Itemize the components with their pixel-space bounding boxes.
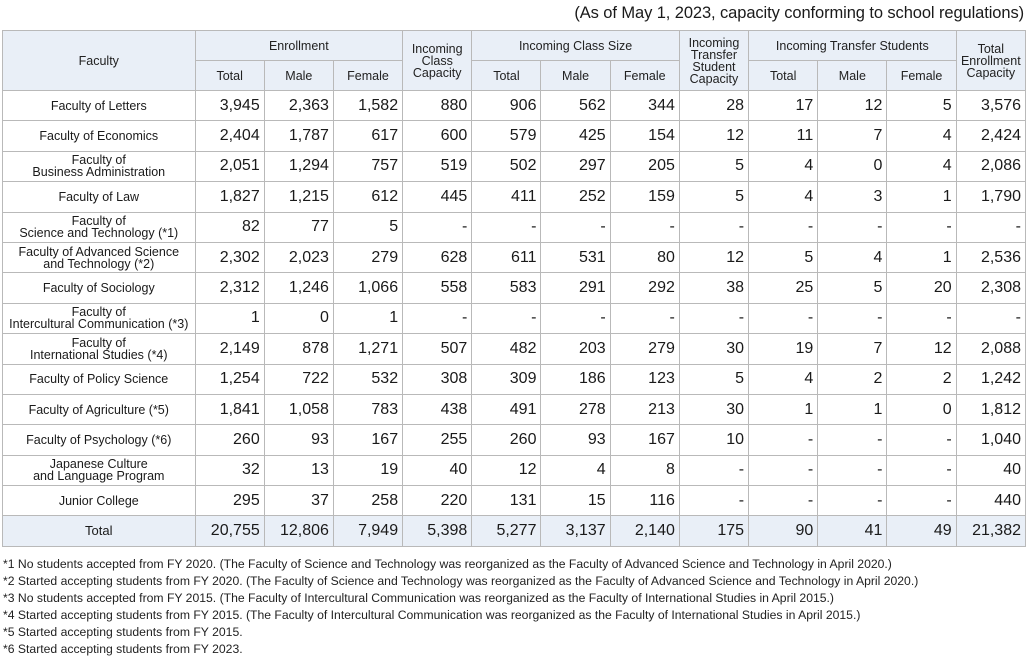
value-cell: 3: [818, 182, 887, 212]
faculty-name-cell: Faculty of Psychology (*6): [3, 425, 196, 455]
value-cell: 20,755: [195, 516, 264, 546]
value-cell: 30: [679, 394, 748, 424]
table-row: [3, 151, 1026, 181]
value-cell: 3,576: [956, 91, 1025, 121]
value-cell: 507: [403, 334, 472, 364]
value-cell: 1,790: [956, 182, 1025, 212]
value-cell: 19: [333, 455, 402, 485]
subheader-total: Total: [195, 61, 264, 91]
header-total-enrollment-capacity: Total Enrollment Capacity: [956, 31, 1025, 91]
faculty-name-cell: Faculty of Advanced Science and Technology (*2): [3, 242, 196, 272]
value-cell: 15: [541, 486, 610, 516]
value-cell: 77: [264, 212, 333, 242]
value-cell: 93: [541, 425, 610, 455]
value-cell: 12: [679, 242, 748, 272]
table-row: [3, 303, 1026, 333]
subheader-male: Male: [264, 61, 333, 91]
value-cell: -: [818, 486, 887, 516]
value-cell: 1,812: [956, 394, 1025, 424]
value-cell: 4: [887, 121, 956, 151]
footnote: *6 Started accepting students from FY 2023.: [3, 642, 243, 656]
value-cell: 562: [541, 91, 610, 121]
value-cell: 260: [472, 425, 541, 455]
value-cell: -: [472, 212, 541, 242]
value-cell: 7: [818, 121, 887, 151]
faculty-name-cell: Faculty of Policy Science: [3, 364, 196, 394]
value-cell: 1,246: [264, 273, 333, 303]
table-row: [3, 394, 1026, 424]
value-cell: 531: [541, 242, 610, 272]
value-cell: 278: [541, 394, 610, 424]
value-cell: 1,040: [956, 425, 1025, 455]
value-cell: 205: [610, 151, 679, 181]
value-cell: 1,254: [195, 364, 264, 394]
value-cell: 28: [679, 91, 748, 121]
value-cell: -: [403, 303, 472, 333]
value-cell: 5: [818, 273, 887, 303]
value-cell: 880: [403, 91, 472, 121]
value-cell: 186: [541, 364, 610, 394]
value-cell: 532: [333, 364, 402, 394]
value-cell: 2,363: [264, 91, 333, 121]
value-cell: 2,140: [610, 516, 679, 546]
value-cell: 38: [679, 273, 748, 303]
value-cell: 292: [610, 273, 679, 303]
value-cell: 757: [333, 151, 402, 181]
value-cell: 0: [887, 394, 956, 424]
value-cell: 82: [195, 212, 264, 242]
value-cell: 3,945: [195, 91, 264, 121]
value-cell: 579: [472, 121, 541, 151]
value-cell: 5: [679, 364, 748, 394]
value-cell: 2,536: [956, 242, 1025, 272]
value-cell: 12,806: [264, 516, 333, 546]
value-cell: 2,051: [195, 151, 264, 181]
value-cell: 93: [264, 425, 333, 455]
value-cell: 1: [887, 182, 956, 212]
subheader-total: Total: [749, 61, 818, 91]
value-cell: 1: [333, 303, 402, 333]
value-cell: 8: [610, 455, 679, 485]
value-cell: 154: [610, 121, 679, 151]
header-transfer-students: Incoming Transfer Students: [749, 31, 957, 61]
value-cell: -: [749, 486, 818, 516]
as-of-caption: (As of May 1, 2023, capacity conforming to school regulations): [574, 4, 1024, 22]
value-cell: 32: [195, 455, 264, 485]
value-cell: 258: [333, 486, 402, 516]
subheader-female: Female: [333, 61, 402, 91]
value-cell: 4: [749, 182, 818, 212]
value-cell: 4: [818, 242, 887, 272]
value-cell: 2,424: [956, 121, 1025, 151]
value-cell: 878: [264, 334, 333, 364]
footnote: *1 No students accepted from FY 2020. (The Faculty of Science and Technology was reorganized as the Faculty of Advanced Science and Technology in April 2020.): [3, 557, 892, 571]
value-cell: -: [749, 455, 818, 485]
faculty-name-cell: Faculty of Agriculture (*5): [3, 394, 196, 424]
subheader-total: Total: [472, 61, 541, 91]
value-cell: 783: [333, 394, 402, 424]
faculty-name-cell: Faculty of Science and Technology (*1): [3, 212, 196, 242]
value-cell: 12: [679, 121, 748, 151]
table-body: [3, 91, 1026, 547]
table-row: [3, 455, 1026, 485]
value-cell: 1,271: [333, 334, 402, 364]
value-cell: 5: [679, 151, 748, 181]
value-cell: -: [956, 212, 1025, 242]
value-cell: 1,058: [264, 394, 333, 424]
value-cell: -: [818, 455, 887, 485]
faculty-name-cell: Faculty of Letters: [3, 91, 196, 121]
table-row: [3, 486, 1026, 516]
value-cell: 1,827: [195, 182, 264, 212]
value-cell: 344: [610, 91, 679, 121]
value-cell: 80: [610, 242, 679, 272]
value-cell: 297: [541, 151, 610, 181]
subheader-male: Male: [541, 61, 610, 91]
faculty-name-cell: Faculty of Economics: [3, 121, 196, 151]
value-cell: 25: [749, 273, 818, 303]
value-cell: -: [818, 212, 887, 242]
value-cell: 12: [818, 91, 887, 121]
header-transfer-capacity: Incoming Transfer Student Capacity: [679, 31, 748, 91]
value-cell: 2,149: [195, 334, 264, 364]
value-cell: 7: [818, 334, 887, 364]
value-cell: 11: [749, 121, 818, 151]
value-cell: 411: [472, 182, 541, 212]
value-cell: -: [818, 425, 887, 455]
table-row: [3, 334, 1026, 364]
value-cell: 49: [887, 516, 956, 546]
value-cell: 167: [333, 425, 402, 455]
value-cell: 12: [472, 455, 541, 485]
value-cell: -: [679, 303, 748, 333]
value-cell: -: [887, 425, 956, 455]
value-cell: 2,308: [956, 273, 1025, 303]
enrollment-table: [2, 30, 1026, 547]
value-cell: 4: [541, 455, 610, 485]
value-cell: 502: [472, 151, 541, 181]
value-cell: 167: [610, 425, 679, 455]
value-cell: 4: [887, 151, 956, 181]
value-cell: 37: [264, 486, 333, 516]
value-cell: 558: [403, 273, 472, 303]
value-cell: -: [749, 303, 818, 333]
subheader-male: Male: [818, 61, 887, 91]
faculty-name-cell: Faculty of International Studies (*4): [3, 334, 196, 364]
subheader-female: Female: [610, 61, 679, 91]
value-cell: 440: [956, 486, 1025, 516]
value-cell: 5: [887, 91, 956, 121]
value-cell: -: [472, 303, 541, 333]
table-row: [3, 425, 1026, 455]
value-cell: 2,023: [264, 242, 333, 272]
value-cell: -: [610, 303, 679, 333]
table-row: [3, 91, 1026, 121]
value-cell: 583: [472, 273, 541, 303]
value-cell: 2,312: [195, 273, 264, 303]
value-cell: -: [749, 212, 818, 242]
value-cell: 220: [403, 486, 472, 516]
value-cell: 175: [679, 516, 748, 546]
value-cell: 1,066: [333, 273, 402, 303]
value-cell: -: [679, 486, 748, 516]
value-cell: -: [679, 212, 748, 242]
value-cell: 5,277: [472, 516, 541, 546]
value-cell: 260: [195, 425, 264, 455]
faculty-name-cell: Faculty of Law: [3, 182, 196, 212]
value-cell: -: [610, 212, 679, 242]
value-cell: 203: [541, 334, 610, 364]
value-cell: 2,088: [956, 334, 1025, 364]
table-row: [3, 242, 1026, 272]
header-faculty: Faculty: [3, 31, 196, 91]
header-enrollment: Enrollment: [195, 31, 403, 61]
value-cell: 5: [333, 212, 402, 242]
table-row: [3, 182, 1026, 212]
value-cell: 611: [472, 242, 541, 272]
value-cell: 600: [403, 121, 472, 151]
value-cell: 21,382: [956, 516, 1025, 546]
value-cell: -: [403, 212, 472, 242]
value-cell: -: [541, 303, 610, 333]
value-cell: 1,582: [333, 91, 402, 121]
value-cell: 17: [749, 91, 818, 121]
value-cell: 519: [403, 151, 472, 181]
value-cell: 1: [818, 394, 887, 424]
faculty-name-cell: Faculty of Business Administration: [3, 151, 196, 181]
table-row: [3, 364, 1026, 394]
value-cell: 4: [749, 151, 818, 181]
header-incoming-class-size: Incoming Class Size: [472, 31, 680, 61]
value-cell: 3,137: [541, 516, 610, 546]
value-cell: -: [749, 425, 818, 455]
value-cell: 1,841: [195, 394, 264, 424]
value-cell: 255: [403, 425, 472, 455]
value-cell: 279: [333, 242, 402, 272]
value-cell: 5,398: [403, 516, 472, 546]
value-cell: 279: [610, 334, 679, 364]
value-cell: 628: [403, 242, 472, 272]
value-cell: 612: [333, 182, 402, 212]
table-row: [3, 121, 1026, 151]
table-row: [3, 212, 1026, 242]
value-cell: 2,302: [195, 242, 264, 272]
value-cell: 1: [887, 242, 956, 272]
value-cell: 1,294: [264, 151, 333, 181]
value-cell: 1,215: [264, 182, 333, 212]
footnotes: [3, 556, 918, 658]
value-cell: 40: [956, 455, 1025, 485]
value-cell: 2: [887, 364, 956, 394]
value-cell: 309: [472, 364, 541, 394]
value-cell: -: [887, 212, 956, 242]
value-cell: 20: [887, 273, 956, 303]
value-cell: 19: [749, 334, 818, 364]
footnote: *5 Started accepting students from FY 2015.: [3, 625, 243, 639]
value-cell: 5: [749, 242, 818, 272]
faculty-name-cell: Faculty of Intercultural Communication (*3): [3, 303, 196, 333]
value-cell: 252: [541, 182, 610, 212]
value-cell: 438: [403, 394, 472, 424]
value-cell: -: [956, 303, 1025, 333]
value-cell: 1: [195, 303, 264, 333]
value-cell: 1: [749, 394, 818, 424]
value-cell: 10: [679, 425, 748, 455]
value-cell: 40: [403, 455, 472, 485]
header-incoming-class-capacity: Incoming Class Capacity: [403, 31, 472, 91]
footnote: *3 No students accepted from FY 2015. (The Faculty of Intercultural Communication was reorganized as the Faculty of International Studies in April 2015.): [3, 591, 834, 605]
value-cell: 425: [541, 121, 610, 151]
faculty-name-cell: Total: [3, 516, 196, 546]
subheader-female: Female: [887, 61, 956, 91]
value-cell: 1,787: [264, 121, 333, 151]
value-cell: 308: [403, 364, 472, 394]
value-cell: -: [679, 455, 748, 485]
value-cell: 116: [610, 486, 679, 516]
value-cell: -: [818, 303, 887, 333]
value-cell: 2: [818, 364, 887, 394]
value-cell: 41: [818, 516, 887, 546]
value-cell: 13: [264, 455, 333, 485]
faculty-name-cell: Faculty of Sociology: [3, 273, 196, 303]
value-cell: 2,404: [195, 121, 264, 151]
value-cell: 131: [472, 486, 541, 516]
value-cell: 2,086: [956, 151, 1025, 181]
value-cell: 291: [541, 273, 610, 303]
value-cell: 1,242: [956, 364, 1025, 394]
value-cell: 722: [264, 364, 333, 394]
value-cell: -: [887, 303, 956, 333]
value-cell: 159: [610, 182, 679, 212]
value-cell: 7,949: [333, 516, 402, 546]
value-cell: 5: [679, 182, 748, 212]
value-cell: 491: [472, 394, 541, 424]
value-cell: -: [887, 486, 956, 516]
value-cell: 445: [403, 182, 472, 212]
faculty-name-cell: Japanese Culture and Language Program: [3, 455, 196, 485]
value-cell: 617: [333, 121, 402, 151]
footnote: *2 Started accepting students from FY 2020. (The Faculty of Science and Technology was reorganized as the Faculty of Advanced Science and Technology in April 2020.): [3, 574, 919, 588]
value-cell: 906: [472, 91, 541, 121]
total-row: [3, 516, 1026, 546]
value-cell: 482: [472, 334, 541, 364]
value-cell: 213: [610, 394, 679, 424]
value-cell: 30: [679, 334, 748, 364]
faculty-name-cell: Junior College: [3, 486, 196, 516]
value-cell: 295: [195, 486, 264, 516]
value-cell: 0: [818, 151, 887, 181]
value-cell: 123: [610, 364, 679, 394]
footnote: *4 Started accepting students from FY 2015. (The Faculty of Intercultural Communication was reorganized as the Faculty of International Studies in April 2015.): [3, 608, 861, 622]
value-cell: 4: [749, 364, 818, 394]
value-cell: -: [887, 455, 956, 485]
value-cell: 90: [749, 516, 818, 546]
table-row: [3, 273, 1026, 303]
value-cell: -: [541, 212, 610, 242]
value-cell: 12: [887, 334, 956, 364]
value-cell: 0: [264, 303, 333, 333]
